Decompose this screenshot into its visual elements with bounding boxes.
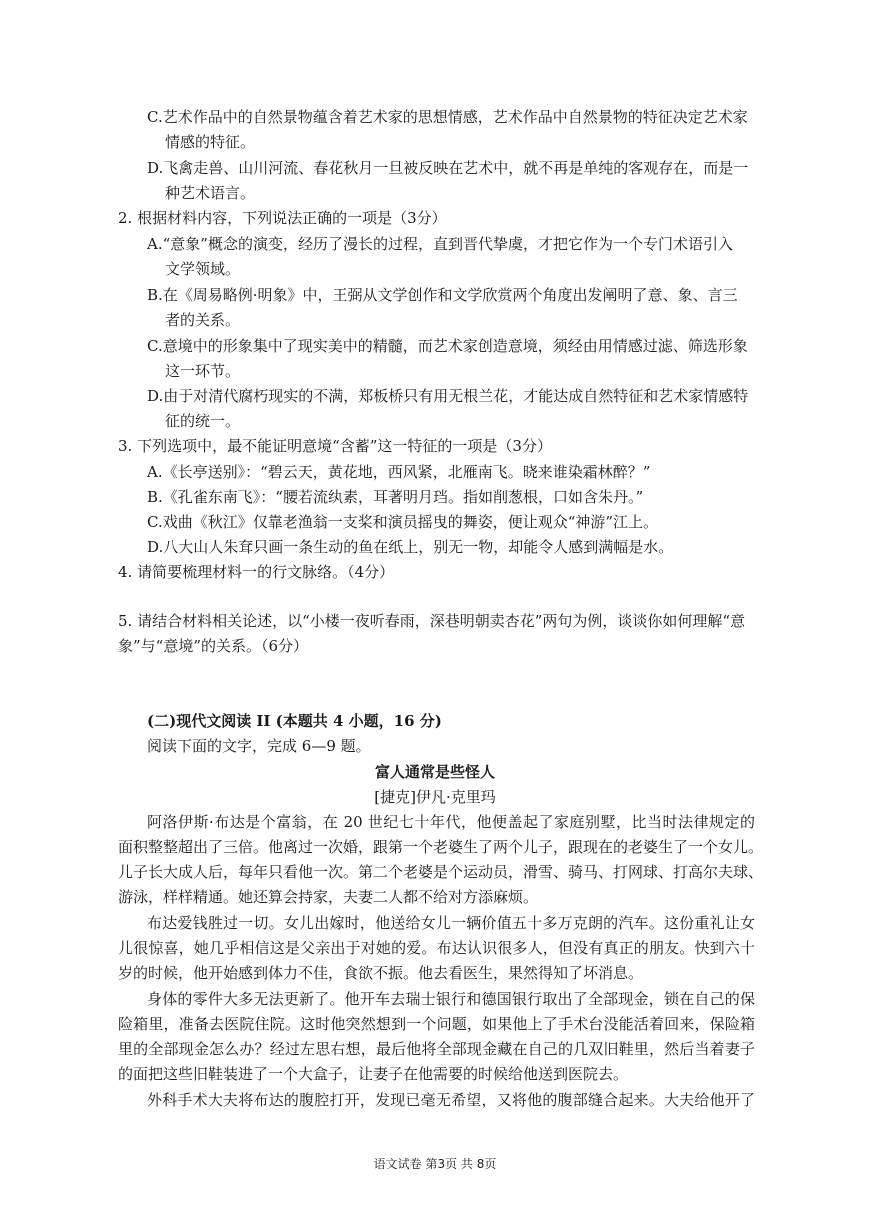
q2-stem: 2. 根据材料内容，下列说法正确的一项是（3分） bbox=[118, 209, 447, 227]
q3-stem: 3. 下列选项中，最不能证明意境“含蓄”这一特征的一项是（3分） bbox=[118, 437, 552, 455]
q2-option-c-line2: 这一环节。 bbox=[165, 362, 241, 380]
q3-option-a: A.《长亭送别》：“碧云天，黄花地，西风紧，北雁南飞。晓来谁染霜林醉？” bbox=[147, 463, 651, 481]
para3-line1: 身体的零件大多无法更新了。他开车去瑞士银行和德国银行取出了全部现金，锁在自己的保 bbox=[147, 990, 755, 1008]
para1-line1: 阿洛伊斯·布达是个富翁，在 20 世纪七十年代，他便盖起了家庭别墅，比当时法律规定的 bbox=[147, 813, 755, 831]
q1-option-c-line1: C.艺术作品中的自然景物蕴含着艺术家的思想情感，艺术作品中自然景物的特征决定艺术家 bbox=[147, 108, 748, 126]
para1-line4: 游泳，样样精通。她还算会持家，夫妻二人都不给对方添麻烦。 bbox=[118, 888, 539, 906]
para3-line4: 的面把这些旧鞋装进了一个大盒子，让妻子在他需要的时候给他送到医院去。 bbox=[118, 1065, 629, 1083]
q3-option-b: B.《孔雀东南飞》：“腰若流纨素，耳著明月珰。指如削葱根，口如含朱丹。” bbox=[147, 488, 644, 506]
page-footer: 语文试卷 第3页 共 8页 bbox=[373, 1157, 497, 1171]
para1-line3: 儿子长大成人后，每年只看他一次。第二个老婆是个运动员，滑雪、骑马、打网球、打高尔夫球、 bbox=[118, 863, 764, 881]
q2-option-d-line1: D.由于对清代腐朽现实的不满，郑板桥只有用无根兰花，才能达成自然特征和艺术家情感特 bbox=[147, 387, 749, 405]
q2-option-d-line2: 征的统一。 bbox=[165, 412, 241, 430]
q2-option-b-line2: 者的关系。 bbox=[165, 311, 241, 329]
section-instruction: 阅读下面的文字，完成 6—9 题。 bbox=[147, 737, 371, 755]
q4-stem: 4. 请简要梳理材料一的行文脉络。（4分） bbox=[118, 563, 395, 581]
para2-line2: 儿很惊喜，她几乎相信这是父亲出于对她的爱。布达认识很多人，但没有真正的朋友。快到六十 bbox=[118, 939, 755, 957]
para4-line1: 外科手术大夫将布达的腹腔打开，发现已毫无希望，又将他的腹部缝合起来。大夫给他开了 bbox=[147, 1091, 755, 1109]
q5-stem-line1: 5. 请结合材料相关论述，以“小楼一夜听春雨，深巷明朝卖杏花”两句为例，谈谈你如何理解“意 bbox=[118, 612, 746, 630]
q2-option-a-line2: 文学领域。 bbox=[165, 260, 241, 278]
article-author: [捷克]伊凡·克里玛 bbox=[374, 788, 496, 806]
q5-stem-line2: 象”与“意境”的关系。（6分） bbox=[118, 637, 309, 655]
article-title: 富人通常是些怪人 bbox=[374, 763, 495, 781]
q2-option-a-line1: A.“意象”概念的演变，经历了漫长的过程，直到晋代挚虞，才把它作为一个专门术语引入 bbox=[147, 235, 733, 253]
q3-option-c: C.戏曲《秋江》仅靠老渔翁一支桨和演员摇曳的舞姿，便让观众“神游”江上。 bbox=[147, 513, 659, 531]
q1-option-d-line1: D.飞禽走兽、山川河流、春花秋月一旦被反映在艺术中，就不再是单纯的客观存在，而是一 bbox=[147, 159, 749, 177]
para1-line2: 面积整整超出了三倍。他离过一次婚，跟第一个老婆生了两个儿子，跟现在的老婆生了一个女儿。 bbox=[118, 838, 764, 856]
para2-line1: 布达爱钱胜过一切。女儿出嫁时，他送给女儿一辆价值五十多万克朗的汽车。这份重礼让女 bbox=[147, 914, 755, 932]
section-heading: (二)现代文阅读 II (本题共 4 小题，16 分) bbox=[147, 712, 442, 730]
q3-option-d: D.八大山人朱耷只画一条生动的鱼在纸上，别无一物，却能令人感到满幅是水。 bbox=[147, 538, 674, 556]
q1-option-d-line2: 种艺术语言。 bbox=[165, 184, 256, 202]
para3-line2: 险箱里，准备去医院住院。这时他突然想到一个问题，如果他上了手术台没能活着回来，保险箱 bbox=[118, 1015, 755, 1033]
q2-option-c-line1: C.意境中的形象集中了现实美中的精髓，而艺术家创造意境，须经由用情感过滤、筛选形象 bbox=[147, 337, 748, 355]
q1-option-c-line2: 情感的特征。 bbox=[165, 133, 256, 151]
q2-option-b-line1: B.在《周易略例·明象》中，王弼从文学创作和文学欣赏两个角度出发阐明了意、象、言三 bbox=[147, 286, 738, 304]
para3-line3: 里的全部现金怎么办？经过左思右想，最后他将全部现金藏在自己的几双旧鞋里，然后当着妻子 bbox=[118, 1040, 755, 1058]
para2-line3: 岁的时候，他开始感到体力不佳，食欲不振。他去看医生，果然得知了坏消息。 bbox=[118, 964, 644, 982]
